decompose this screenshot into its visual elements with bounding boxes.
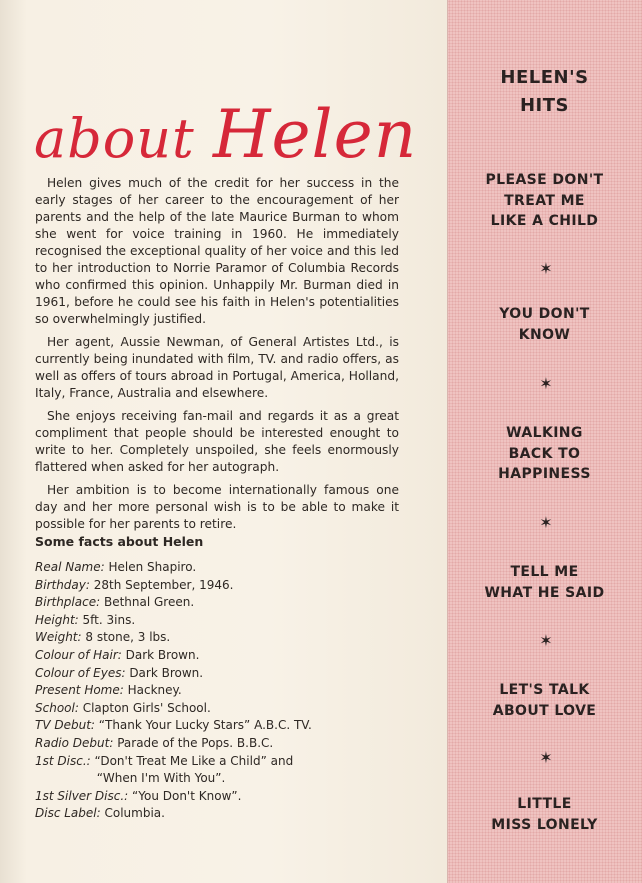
- facts-heading: Some facts about Helen: [35, 534, 204, 549]
- star-icon: ✶: [539, 261, 553, 278]
- fact-label: 1st Silver Disc.:: [35, 788, 129, 803]
- fact-label: Height:: [35, 612, 79, 627]
- hit-line: WALKING: [506, 425, 583, 441]
- star-icon: ✶: [539, 376, 553, 393]
- hit-line: WHAT HE SAID: [484, 584, 605, 601]
- hit-line: KNOW: [518, 326, 571, 343]
- fact-label: School:: [35, 700, 79, 715]
- fact-value: Columbia.: [100, 806, 165, 821]
- facts-list: [35, 559, 415, 823]
- fact-label: Weight:: [35, 630, 82, 645]
- fact-value: Helen Shapiro.: [104, 560, 197, 574]
- hit-line: MISS LONELY: [491, 816, 598, 833]
- fact-value: Dark Brown.: [121, 647, 200, 662]
- hit-title: [447, 562, 642, 603]
- fact-value: Bethnal Green.: [100, 595, 195, 610]
- biography-text: [35, 175, 399, 539]
- fact-row: [35, 700, 415, 718]
- fact-row: [35, 805, 415, 823]
- star-icon: ✶: [539, 633, 553, 650]
- hit-line: TELL ME: [510, 564, 579, 580]
- hits-heading-line: HITS: [519, 95, 569, 116]
- star-icon: ✶: [539, 750, 553, 767]
- fact-row: [35, 665, 415, 683]
- fact-label: Birthday:: [35, 577, 90, 592]
- fact-label: Disc Label:: [35, 806, 101, 821]
- hit-title: [447, 170, 642, 232]
- fact-row: [35, 647, 415, 665]
- fact-label: TV Debut:: [35, 718, 95, 733]
- hit-title: [447, 680, 642, 721]
- fact-row: [35, 594, 415, 612]
- hit-title: [447, 304, 642, 345]
- paragraph: Her ambition is to become internationally famous one day and her more personal wish is to be able to make it possible for her parents to retire.: [35, 483, 399, 531]
- fact-label: Radio Debut:: [35, 735, 114, 750]
- paragraph: Her agent, Aussie Newman, of General Artistes Ltd., is currently being inundated with film, TV. and radio offers, as well as offers of tours abroad in Portugal, America, Holland, Italy, France, Australia and elsewhere.: [35, 335, 399, 400]
- fact-label: Colour of Eyes:: [35, 665, 126, 680]
- hit-line: PLEASE DON'T: [485, 172, 604, 188]
- fact-label: Present Home:: [35, 683, 124, 698]
- fact-value-line: “When I'm With You”.: [96, 771, 226, 786]
- hit-line: TREAT ME: [504, 192, 585, 209]
- fact-label: Colour of Hair:: [35, 647, 122, 662]
- hit-line: LITTLE: [517, 796, 572, 812]
- fact-value: Hackney.: [123, 683, 182, 698]
- hit-line: BACK TO: [508, 445, 581, 462]
- hit-title: [447, 423, 642, 485]
- fact-row: [35, 682, 415, 700]
- fact-row: [35, 753, 415, 788]
- hit-title: [447, 794, 642, 835]
- fact-row: [35, 735, 415, 753]
- hits-heading: [447, 64, 642, 120]
- fact-row: [35, 577, 415, 595]
- title-helen: Helen: [212, 96, 418, 173]
- star-icon: ✶: [539, 515, 553, 532]
- fact-value: 28th September, 1946.: [89, 577, 234, 592]
- paragraph: She enjoys receiving fan-mail and regards it as a great compliment that people should be interested enought to write to her. Completely unspoiled, she feels enormously flattered when asked for her autograph.: [35, 409, 399, 474]
- fact-value: 5ft. 3ins.: [78, 612, 136, 627]
- fact-label: 1st Disc.:: [35, 753, 91, 768]
- fact-value: “Thank Your Lucky Stars” A.B.C. TV.: [94, 718, 312, 733]
- fact-value-line: “Don't Treat Me Like a Child” and: [90, 753, 294, 768]
- page-title: [34, 96, 417, 173]
- hits-heading-line: HELEN'S: [500, 67, 589, 88]
- fact-value: Parade of the Pops. B.B.C.: [113, 735, 274, 750]
- fact-row: [35, 559, 415, 577]
- fact-row: [35, 629, 415, 647]
- fact-label: Birthplace:: [35, 595, 101, 610]
- paragraph: Helen gives much of the credit for her success in the early stages of her career to the encouragement of her parents and the help of the late Maurice Burman to whom she went for voice training in 1960. He immediately recognised the exceptional quality of her voice and this led to her introduction to Norrie Paramor of Columbia Records who confirmed this opinion. Unhappily Mr. Burman died in 1961, before he could see his faith in Helen's potentialities so overwhelmingly justified.: [35, 176, 399, 326]
- fact-row: [35, 612, 415, 630]
- title-about: about: [34, 107, 195, 170]
- hit-line: HAPPINESS: [498, 466, 591, 482]
- hit-line: LIKE A CHILD: [490, 213, 599, 229]
- fact-row: [35, 788, 415, 806]
- hit-line: YOU DON'T: [499, 306, 590, 322]
- fact-value: [91, 753, 294, 788]
- fact-value: “You Don't Know”.: [128, 788, 242, 803]
- fact-value: 8 stone, 3 lbs.: [81, 630, 171, 645]
- fact-value: Dark Brown.: [125, 665, 204, 680]
- hit-line: ABOUT LOVE: [492, 702, 597, 719]
- hit-line: LET'S TALK: [499, 682, 590, 698]
- fact-label: Real Name:: [35, 560, 105, 574]
- fact-value: Clapton Girls' School.: [78, 700, 211, 715]
- fact-row: [35, 717, 415, 735]
